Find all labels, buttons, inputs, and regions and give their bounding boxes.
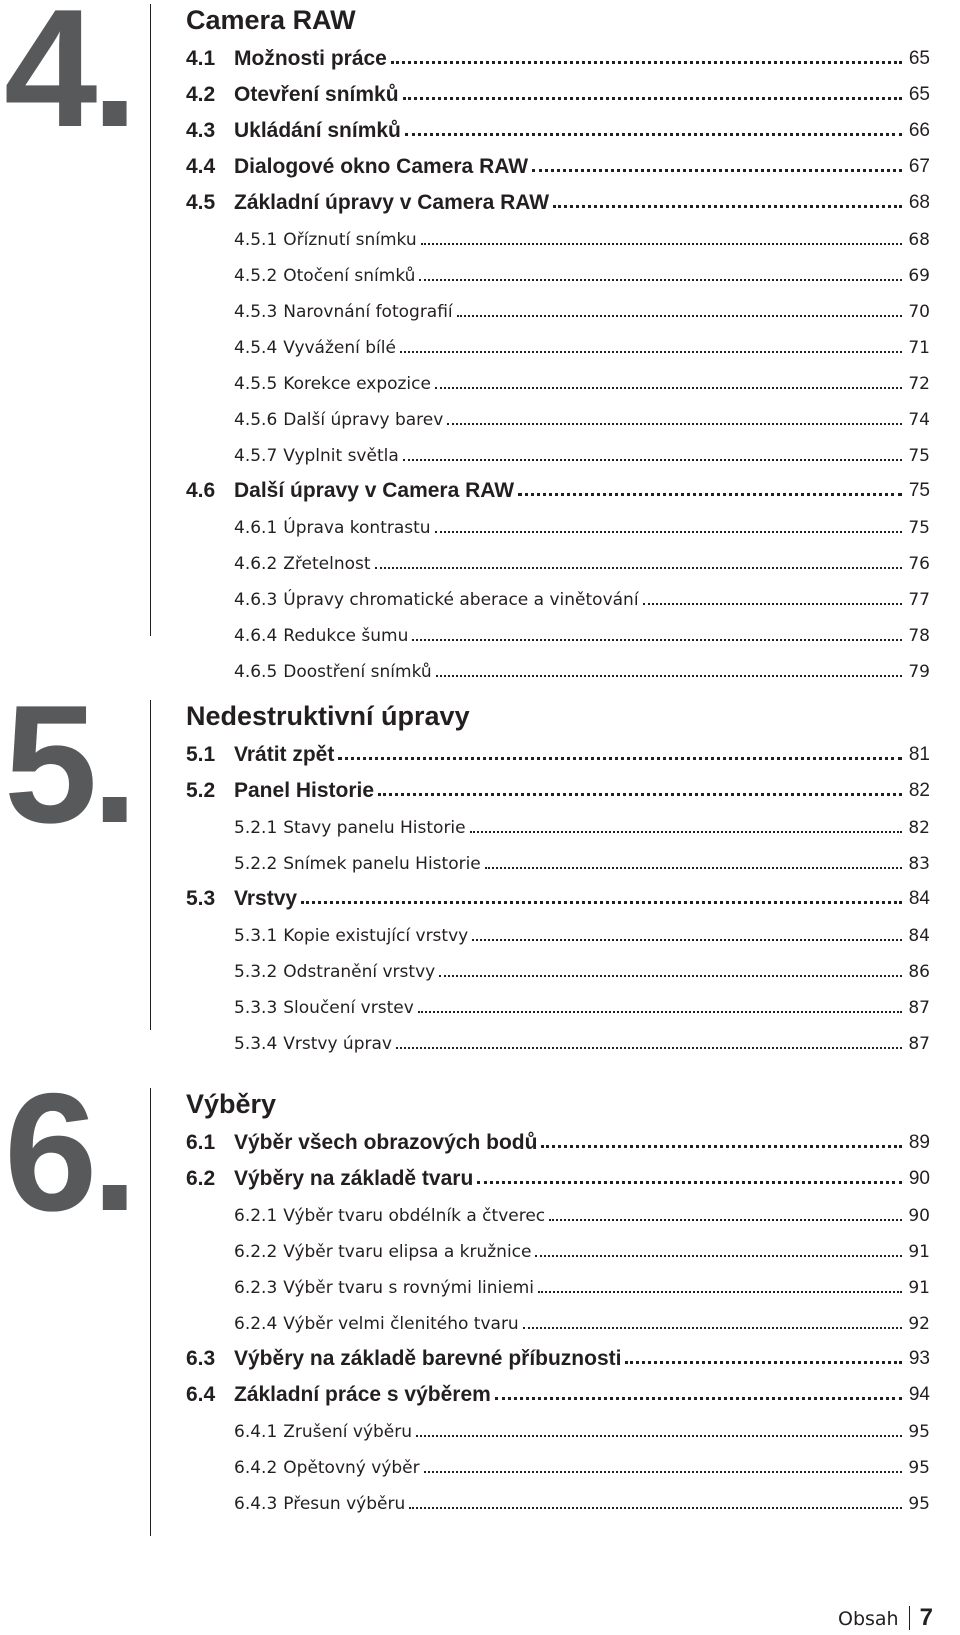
toc-entry-number: 4.3 [186,118,234,144]
toc-section-entry[interactable] [186,72,930,108]
page-footer [838,1604,933,1632]
toc-entry-number: 6.2.1 [234,1204,283,1228]
toc-dot-leader [470,831,902,833]
toc-entry-title: Otevření snímků [234,82,403,108]
toc-section-entry[interactable] [186,144,930,180]
toc-entry-title: Vrstvy úprav [283,1032,396,1056]
toc-entry-number: 6.2.2 [234,1240,283,1264]
toc-dot-leader [391,61,902,64]
toc-dot-leader [553,205,902,208]
toc-entry-page: 91 [908,1278,930,1298]
toc-entry-page: 69 [908,266,930,286]
toc-subsection-entry[interactable] [186,1444,930,1480]
toc-entry-page: 67 [908,156,930,177]
toc-entry-title: Možnosti práce [234,46,391,72]
chapter-divider [150,700,151,1030]
toc-entry-title: Sloučení vrstev [283,996,418,1020]
toc-section-entry[interactable] [186,36,930,72]
toc-entry-page: 93 [908,1348,930,1369]
toc-entry-number: 6.2.4 [234,1312,283,1336]
toc-section-entry[interactable] [186,768,930,804]
toc-entry-title: Redukce šumu [283,624,412,648]
toc-section-entry[interactable] [186,468,930,504]
toc-entry-page: 76 [908,554,930,574]
toc-entry-page: 66 [908,120,930,141]
toc-entry-title: Opětovný výběr [283,1456,423,1480]
chapter-title: Výběry [186,1089,277,1119]
toc-dot-leader [436,675,902,677]
toc-dot-leader [485,867,902,869]
toc-dot-leader [435,387,902,389]
toc-entry-page: 81 [908,744,930,765]
toc-entry-number: 6.4 [186,1382,234,1408]
chapter-title: Camera RAW [186,5,356,35]
toc-entry-title: Zrušení výběru [283,1420,416,1444]
toc-entry-title: Výběr tvaru s rovnými liniemi [283,1276,538,1300]
toc-entry-page: 84 [908,926,930,946]
toc-entry-number: 6.2 [186,1166,234,1192]
toc-entry-page: 87 [908,1034,930,1054]
toc-entry-number: 5.2.2 [234,852,283,876]
toc-entry-number: 6.3 [186,1346,234,1372]
toc-subsection-entry[interactable] [186,576,930,612]
toc-subsection-entry[interactable] [186,1300,930,1336]
toc-entry-title: Odstranění vrstvy [283,960,439,984]
toc-entry-page: 94 [908,1384,930,1405]
toc-list [186,732,930,1056]
toc-entry-title: Výběr velmi členitého tvaru [283,1312,522,1336]
toc-entry-title: Úprava kontrastu [283,516,434,540]
toc-dot-leader [447,423,902,425]
toc-dot-leader [472,939,902,941]
toc-entry-title: Základní práce s výběrem [234,1382,495,1408]
toc-section-entry[interactable] [186,1372,930,1408]
footer-section: Obsah [838,1608,899,1630]
toc-dot-leader [338,757,902,760]
toc-entry-page: 71 [908,338,930,358]
toc-entry-page: 95 [908,1422,930,1442]
toc-entry-page: 68 [908,192,930,213]
toc-entry-page: 68 [908,230,930,250]
toc-dot-leader [532,169,902,172]
toc-entry-number: 5.3.3 [234,996,283,1020]
toc-section-entry[interactable] [186,1156,930,1192]
toc-subsection-entry[interactable] [186,912,930,948]
toc-dot-leader [495,1397,902,1400]
toc-dot-leader [535,1255,902,1257]
toc-entry-title: Základní úpravy v Camera RAW [234,190,553,216]
toc-section-entry[interactable] [186,108,930,144]
toc-entry-number: 4.6.1 [234,516,283,540]
toc-dot-leader [421,243,902,245]
toc-entry-page: 83 [908,854,930,874]
toc-dot-leader [457,315,902,317]
toc-subsection-entry[interactable] [186,396,930,432]
toc-subsection-entry[interactable] [186,216,930,252]
toc-dot-leader [375,567,902,569]
toc-entry-page: 86 [908,962,930,982]
toc-dot-leader [396,1047,902,1049]
chapter-number: 6. [4,1058,133,1246]
toc-subsection-entry[interactable] [186,648,930,684]
toc-dot-leader [643,603,902,605]
toc-subsection-entry[interactable] [186,540,930,576]
toc-subsection-entry[interactable] [186,948,930,984]
footer-divider [909,1606,910,1630]
toc-dot-leader [301,901,902,904]
toc-subsection-entry[interactable] [186,804,930,840]
toc-entry-number: 4.5.2 [234,264,283,288]
toc-dot-leader [424,1471,902,1473]
toc-section-entry[interactable] [186,876,930,912]
toc-entry-title: Doostření snímků [283,660,435,684]
toc-dot-leader [403,459,902,461]
toc-entry-title: Výběr všech obrazových bodů [234,1130,541,1156]
toc-entry-number: 4.6.2 [234,552,283,576]
toc-entry-title: Přesun výběru [283,1492,409,1516]
toc-entry-title: Výběry na základě tvaru [234,1166,477,1192]
chapter-title: Nedestruktivní úpravy [186,701,470,731]
toc-dot-leader [405,133,902,136]
toc-dot-leader [416,1435,902,1437]
toc-entry-page: 82 [908,780,930,801]
toc-subsection-entry[interactable] [186,252,930,288]
toc-entry-title: Vyplnit světla [283,444,403,468]
toc-entry-page: 90 [908,1168,930,1189]
toc-entry-page: 95 [908,1494,930,1514]
toc-entry-page: 65 [908,48,930,69]
toc-entry-page: 84 [908,888,930,909]
toc-dot-leader [523,1327,902,1329]
toc-entry-title: Výběr tvaru elipsa a kružnice [283,1240,535,1264]
toc-entry-number: 5.3.4 [234,1032,283,1056]
toc-list [186,1120,930,1516]
toc-dot-leader [419,279,902,281]
chapter-divider [150,4,151,636]
toc-entry-title: Úpravy chromatické aberace a vinětování [283,588,642,612]
chapter-number: 4. [4,0,133,162]
toc-entry-number: 4.6.4 [234,624,283,648]
toc-subsection-entry[interactable] [186,504,930,540]
toc-subsection-entry[interactable] [186,612,930,648]
toc-entry-title: Snímek panelu Historie [283,852,485,876]
toc-subsection-entry[interactable] [186,1480,930,1516]
toc-entry-number: 4.6 [186,478,234,504]
toc-entry-number: 4.5.7 [234,444,283,468]
toc-dot-leader [409,1507,902,1509]
toc-entry-page: 74 [908,410,930,430]
toc-entry-number: 5.3 [186,886,234,912]
toc-entry-number: 4.5.4 [234,336,283,360]
toc-entry-page: 72 [908,374,930,394]
chapter-number: 5. [4,670,133,858]
toc-entry-number: 4.5.1 [234,228,283,252]
toc-entry-page: 77 [908,590,930,610]
footer-page-number: 7 [919,1604,933,1631]
toc-subsection-entry[interactable] [186,324,930,360]
toc-entry-page: 78 [908,626,930,646]
toc-section-entry[interactable] [186,180,930,216]
toc-entry-number: 4.5 [186,190,234,216]
toc-subsection-entry[interactable] [186,1264,930,1300]
chapter-divider [150,1088,151,1536]
toc-entry-page: 82 [908,818,930,838]
toc-entry-number: 5.1 [186,742,234,768]
toc-entry-number: 6.2.3 [234,1276,283,1300]
toc-list [186,36,930,684]
toc-entry-number: 4.5.6 [234,408,283,432]
toc-entry-title: Zřetelnost [283,552,374,576]
toc-dot-leader [435,531,902,533]
toc-dot-leader [412,639,902,641]
toc-dot-leader [418,1011,902,1013]
toc-entry-title: Otočení snímků [283,264,419,288]
toc-subsection-entry[interactable] [186,1192,930,1228]
toc-entry-number: 4.6.5 [234,660,283,684]
toc-entry-title: Ukládání snímků [234,118,405,144]
toc-entry-number: 5.3.1 [234,924,283,948]
toc-entry-number: 5.2.1 [234,816,283,840]
toc-entry-number: 4.2 [186,82,234,108]
toc-entry-page: 89 [908,1132,930,1153]
toc-entry-number: 6.4.3 [234,1492,283,1516]
toc-dot-leader [541,1145,902,1148]
toc-subsection-entry[interactable] [186,432,930,468]
toc-entry-number: 4.4 [186,154,234,180]
toc-entry-title: Výběr tvaru obdélník a čtverec [283,1204,549,1228]
toc-entry-page: 79 [908,662,930,682]
toc-entry-number: 5.2 [186,778,234,804]
toc-entry-page: 75 [908,446,930,466]
toc-entry-page: 70 [908,302,930,322]
toc-entry-number: 4.1 [186,46,234,72]
toc-entry-number: 6.1 [186,1130,234,1156]
toc-entry-number: 6.4.2 [234,1456,283,1480]
toc-entry-page: 65 [908,84,930,105]
toc-entry-title: Dialogové okno Camera RAW [234,154,532,180]
toc-dot-leader [378,793,902,796]
toc-entry-title: Vyvážení bílé [283,336,400,360]
toc-entry-title: Kopie existující vrstvy [283,924,472,948]
toc-dot-leader [538,1291,902,1293]
toc-dot-leader [439,975,902,977]
toc-subsection-entry[interactable] [186,984,930,1020]
toc-entry-page: 95 [908,1458,930,1478]
toc-entry-title: Vrstvy [234,886,301,912]
toc-entry-title: Narovnání fotografií [283,300,456,324]
toc-entry-title: Stavy panelu Historie [283,816,469,840]
toc-section-entry[interactable] [186,732,930,768]
toc-entry-title: Vrátit zpět [234,742,338,768]
toc-subsection-entry[interactable] [186,1408,930,1444]
toc-subsection-entry[interactable] [186,1020,930,1056]
toc-entry-page: 91 [908,1242,930,1262]
toc-entry-page: 90 [908,1206,930,1226]
toc-entry-title: Další úpravy barev [283,408,447,432]
toc-entry-number: 4.5.5 [234,372,283,396]
toc-subsection-entry[interactable] [186,1228,930,1264]
toc-dot-leader [400,351,902,353]
toc-dot-leader [625,1361,902,1364]
toc-dot-leader [518,493,902,496]
toc-entry-title: Panel Historie [234,778,378,804]
toc-subsection-entry[interactable] [186,840,930,876]
toc-entry-number: 6.4.1 [234,1420,283,1444]
toc-subsection-entry[interactable] [186,288,930,324]
toc-section-entry[interactable] [186,1120,930,1156]
toc-entry-number: 5.3.2 [234,960,283,984]
toc-entry-title: Korekce expozice [283,372,435,396]
toc-entry-page: 87 [908,998,930,1018]
toc-dot-leader [477,1181,902,1184]
toc-section-entry[interactable] [186,1336,930,1372]
toc-entry-number: 4.5.3 [234,300,283,324]
toc-dot-leader [403,97,902,100]
toc-entry-title: Oříznutí snímku [283,228,420,252]
toc-subsection-entry[interactable] [186,360,930,396]
toc-entry-page: 75 [908,518,930,538]
toc-entry-page: 92 [908,1314,930,1334]
toc-entry-title: Výběry na základě barevné příbuznosti [234,1346,625,1372]
toc-entry-title: Další úpravy v Camera RAW [234,478,518,504]
toc-entry-number: 4.6.3 [234,588,283,612]
toc-entry-page: 75 [908,480,930,501]
toc-dot-leader [549,1219,902,1221]
